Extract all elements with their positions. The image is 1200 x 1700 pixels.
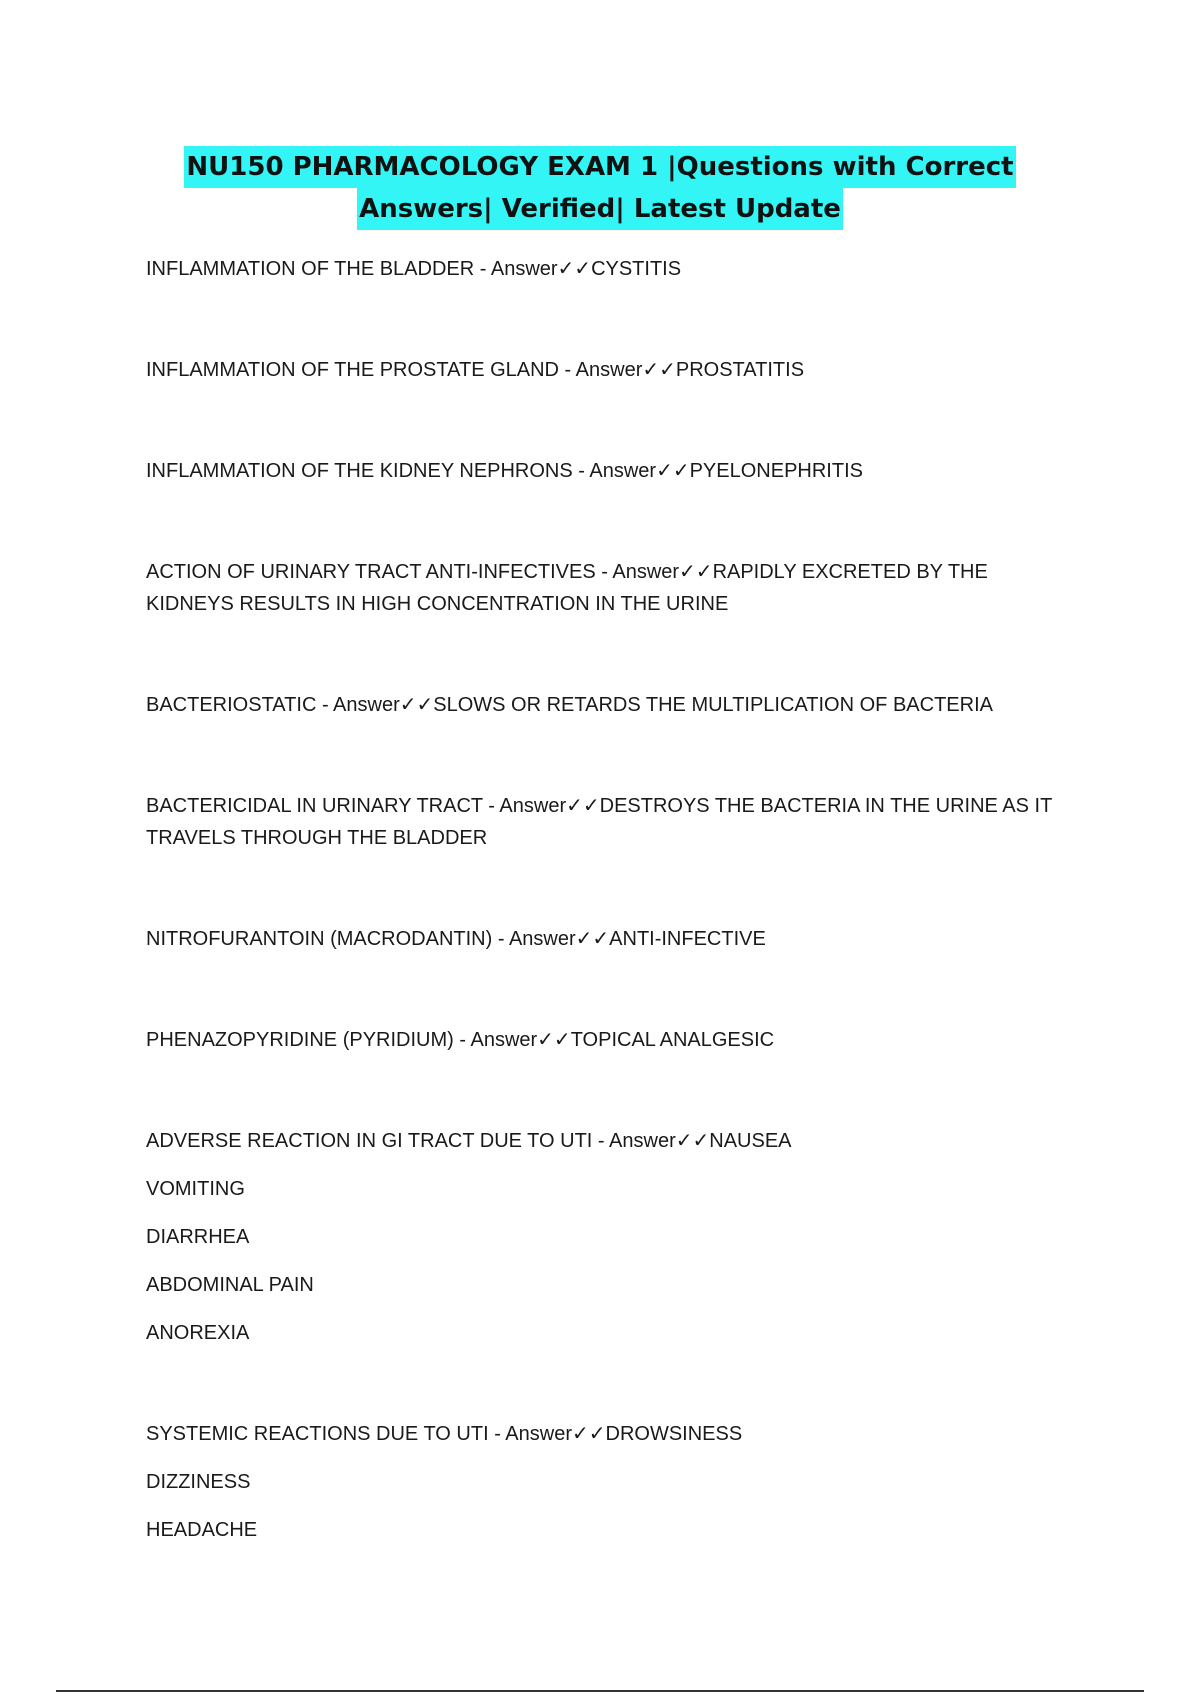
answer-text: NAUSEA bbox=[709, 1130, 792, 1152]
question-text: INFLAMMATION OF THE PROSTATE GLAND bbox=[146, 359, 559, 381]
answer-label: - Answer bbox=[453, 1029, 538, 1051]
qa-item bbox=[146, 252, 1076, 285]
question-text: BACTERIOSTATIC bbox=[146, 694, 317, 716]
qa-line bbox=[146, 1124, 1076, 1157]
question-text: NITROFURANTOIN (MACRODANTIN) bbox=[146, 928, 493, 950]
answer-text: PYELONEPHRITIS bbox=[689, 460, 863, 482]
qa-line bbox=[146, 555, 1076, 620]
answer-continuation: DIZZINESS bbox=[146, 1471, 251, 1493]
answer-text: CYSTITIS bbox=[591, 258, 682, 280]
answer-label: - Answer bbox=[559, 359, 643, 381]
check-marks-icon: ✓✓ bbox=[557, 256, 592, 280]
check-marks-icon: ✓✓ bbox=[642, 357, 676, 381]
answer-label: - Answer bbox=[474, 258, 558, 280]
qa-line bbox=[146, 922, 1076, 955]
answer-continuation: HEADACHE bbox=[146, 1519, 258, 1541]
question-text: BACTERICIDAL IN URINARY TRACT bbox=[146, 795, 483, 817]
answer-continuation: ANOREXIA bbox=[146, 1322, 250, 1344]
question-text: INFLAMMATION OF THE BLADDER bbox=[146, 258, 475, 280]
qa-item bbox=[146, 1124, 1076, 1349]
check-marks-icon: ✓✓ bbox=[656, 458, 690, 482]
answer-continuation: VOMITING bbox=[146, 1178, 245, 1200]
check-marks-icon: ✓✓ bbox=[572, 1421, 606, 1445]
answer-text: ANTI-INFECTIVE bbox=[609, 928, 766, 950]
qa-line bbox=[146, 1417, 1076, 1450]
check-marks-icon: ✓✓ bbox=[566, 793, 600, 817]
answer-continuation: DIARRHEA bbox=[146, 1226, 250, 1248]
qa-item bbox=[146, 1023, 1076, 1056]
question-text: PHENAZOPYRIDINE (PYRIDIUM) bbox=[146, 1029, 454, 1051]
answer-label: - Answer bbox=[572, 460, 657, 482]
answer-label: - Answer bbox=[482, 795, 567, 817]
question-text: INFLAMMATION OF THE KIDNEY NEPHRONS bbox=[146, 460, 573, 482]
answer-label: - Answer bbox=[492, 928, 576, 950]
answer-text: RAPIDLY EXCRETED BY THE KIDNEYS RESULTS IN HIGH CONCENTRATION IN THE URINE bbox=[146, 561, 988, 615]
footer-divider bbox=[56, 1690, 1144, 1692]
qa-line bbox=[146, 1023, 1076, 1056]
answer-label: - Answer bbox=[316, 694, 400, 716]
title-line-1: NU150 PHARMACOLOGY EXAM 1 |Questions with Correct bbox=[184, 146, 1015, 188]
qa-item bbox=[146, 688, 1076, 721]
check-marks-icon: ✓✓ bbox=[575, 926, 610, 950]
qa-item bbox=[146, 353, 1076, 386]
answer-label: - Answer bbox=[595, 561, 680, 583]
answer-text: PROSTATITIS bbox=[675, 359, 805, 381]
qa-item bbox=[146, 454, 1076, 487]
qa-line bbox=[146, 353, 1076, 386]
question-text: ACTION OF URINARY TRACT ANTI-INFECTIVES bbox=[146, 561, 596, 583]
qa-list bbox=[146, 252, 1076, 1614]
qa-item bbox=[146, 555, 1076, 620]
answer-label: - Answer bbox=[592, 1130, 676, 1152]
answer-continuation: ABDOMINAL PAIN bbox=[146, 1274, 314, 1296]
answer-label: - Answer bbox=[488, 1423, 572, 1445]
answer-text: SLOWS OR RETARDS THE MULTIPLICATION OF BACTERIA bbox=[433, 694, 993, 716]
qa-line bbox=[146, 454, 1076, 487]
check-marks-icon: ✓✓ bbox=[679, 559, 713, 583]
qa-item bbox=[146, 789, 1076, 854]
qa-line bbox=[146, 789, 1076, 854]
qa-line bbox=[146, 688, 1076, 721]
answer-text: TOPICAL ANALGESIC bbox=[570, 1029, 775, 1051]
check-marks-icon: ✓✓ bbox=[537, 1027, 571, 1051]
question-text: SYSTEMIC REACTIONS DUE TO UTI bbox=[146, 1423, 489, 1445]
check-marks-icon: ✓✓ bbox=[399, 692, 434, 716]
qa-item bbox=[146, 922, 1076, 955]
question-text: ADVERSE REACTION IN GI TRACT DUE TO UTI bbox=[146, 1130, 593, 1152]
document-title bbox=[0, 146, 1200, 230]
answer-text: DROWSINESS bbox=[605, 1423, 743, 1445]
title-line-2: Answers| Verified| Latest Update bbox=[357, 188, 843, 230]
qa-line bbox=[146, 252, 1076, 285]
answer-text: DESTROYS THE BACTERIA IN THE URINE AS IT TRAVELS THROUGH THE BLADDER bbox=[146, 795, 1052, 849]
check-marks-icon: ✓✓ bbox=[675, 1128, 710, 1152]
qa-item bbox=[146, 1417, 1076, 1546]
